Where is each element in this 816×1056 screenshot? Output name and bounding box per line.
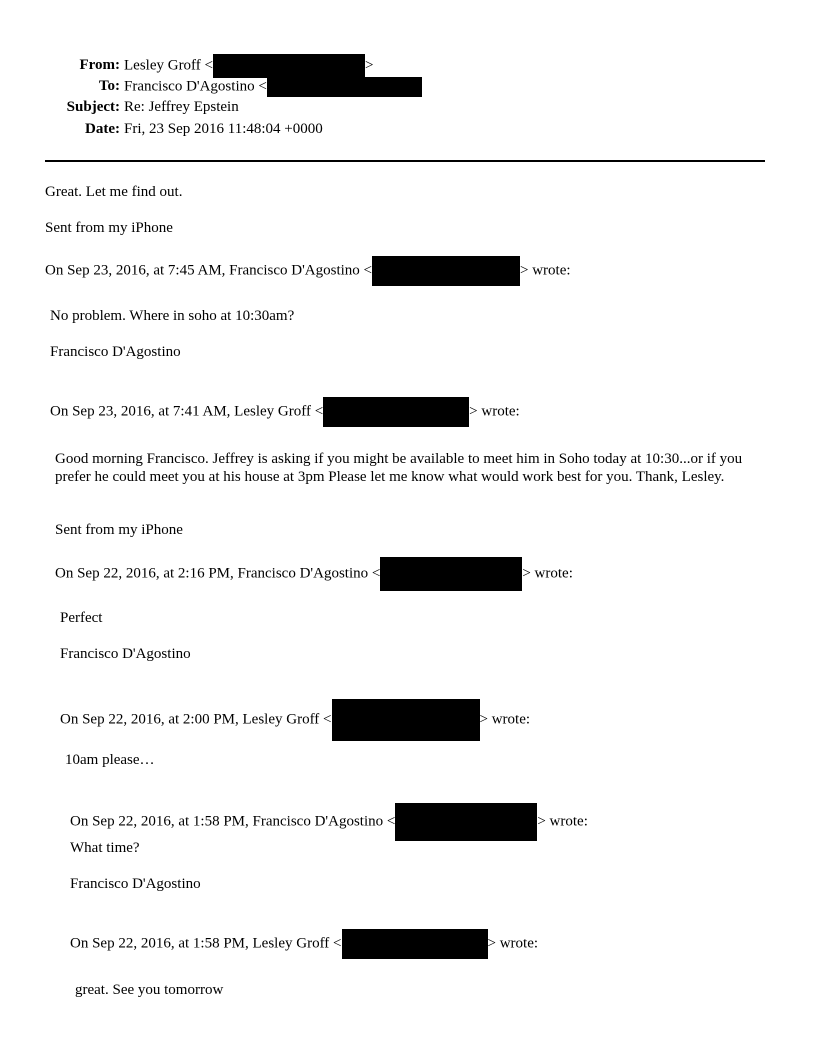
subject-row — [0, 98, 239, 116]
quote-header-prefix: On Sep 22, 2016, at 1:58 PM, Francisco D'Agostino < — [70, 813, 396, 830]
date-row — [0, 120, 323, 138]
signature-text: Francisco D'Agostino — [70, 876, 201, 892]
from-row — [0, 54, 373, 78]
signature-text: Sent from my iPhone — [45, 220, 173, 236]
from-value: Lesley Groff < — [124, 57, 213, 74]
message-text: great. See you tomorrow — [75, 982, 224, 998]
redaction-block — [213, 54, 365, 78]
message-text: No problem. Where in soho at 10:30am? — [50, 308, 295, 324]
signature-text: Sent from my iPhone — [55, 522, 183, 538]
message-text: Great. Let me find out. — [45, 184, 183, 200]
from-label: From: — [79, 57, 120, 74]
quote-header-prefix: On Sep 23, 2016, at 7:45 AM, Francisco D'Agostino < — [45, 262, 372, 279]
quote-header — [70, 929, 538, 959]
signature-text: Francisco D'Agostino — [60, 646, 191, 662]
redaction-block — [267, 77, 422, 97]
quote-header-suffix: > wrote: — [519, 262, 571, 279]
redaction-block — [332, 699, 480, 741]
quote-header-prefix: On Sep 22, 2016, at 2:16 PM, Francisco D'Agostino < — [55, 565, 381, 582]
quote-header-suffix: > wrote: — [522, 565, 573, 582]
from-close: > — [365, 57, 374, 74]
redaction-block — [323, 397, 469, 427]
message-text: 10am please… — [65, 752, 155, 768]
quote-header — [50, 397, 520, 427]
date-label: Date: — [85, 121, 120, 137]
quote-header-prefix: On Sep 22, 2016, at 2:00 PM, Lesley Groff < — [60, 711, 332, 728]
subject-value: Re: Jeffrey Epstein — [124, 99, 239, 115]
to-label: To: — [98, 78, 120, 95]
quote-header-suffix: > wrote: — [537, 813, 588, 830]
quote-header-prefix: On Sep 22, 2016, at 1:58 PM, Lesley Groff < — [70, 935, 342, 952]
to-value: Francisco D'Agostino < — [124, 78, 267, 95]
quote-header — [45, 256, 571, 286]
quote-header — [60, 699, 530, 741]
quote-header — [55, 557, 573, 591]
signature-text: Francisco D'Agostino — [50, 344, 181, 360]
message-text: Perfect — [60, 610, 103, 626]
quote-header-prefix: On Sep 23, 2016, at 7:41 AM, Lesley Groff < — [50, 403, 324, 420]
redaction-block — [395, 803, 537, 841]
redaction-block — [342, 929, 488, 959]
to-row — [0, 77, 422, 97]
redaction-block — [380, 557, 522, 591]
redaction-block — [372, 256, 520, 286]
message-text: Good morning Francisco. Jeffrey is asking if you might be available to meet him in Soho today at 10:30...or if you prefer he could meet you at his house at 3pm Please let me know what would work best for you. Thank, Lesley. — [55, 451, 743, 485]
subject-label: Subject: — [66, 99, 120, 115]
quote-header-suffix: > wrote: — [469, 403, 520, 420]
message-text: What time? — [70, 840, 140, 856]
quote-header-suffix: > wrote: — [487, 935, 539, 952]
header-divider — [45, 160, 765, 162]
quote-header — [70, 803, 588, 841]
date-value: Fri, 23 Sep 2016 11:48:04 +0000 — [124, 121, 323, 137]
quote-header-suffix: > wrote: — [479, 711, 531, 728]
